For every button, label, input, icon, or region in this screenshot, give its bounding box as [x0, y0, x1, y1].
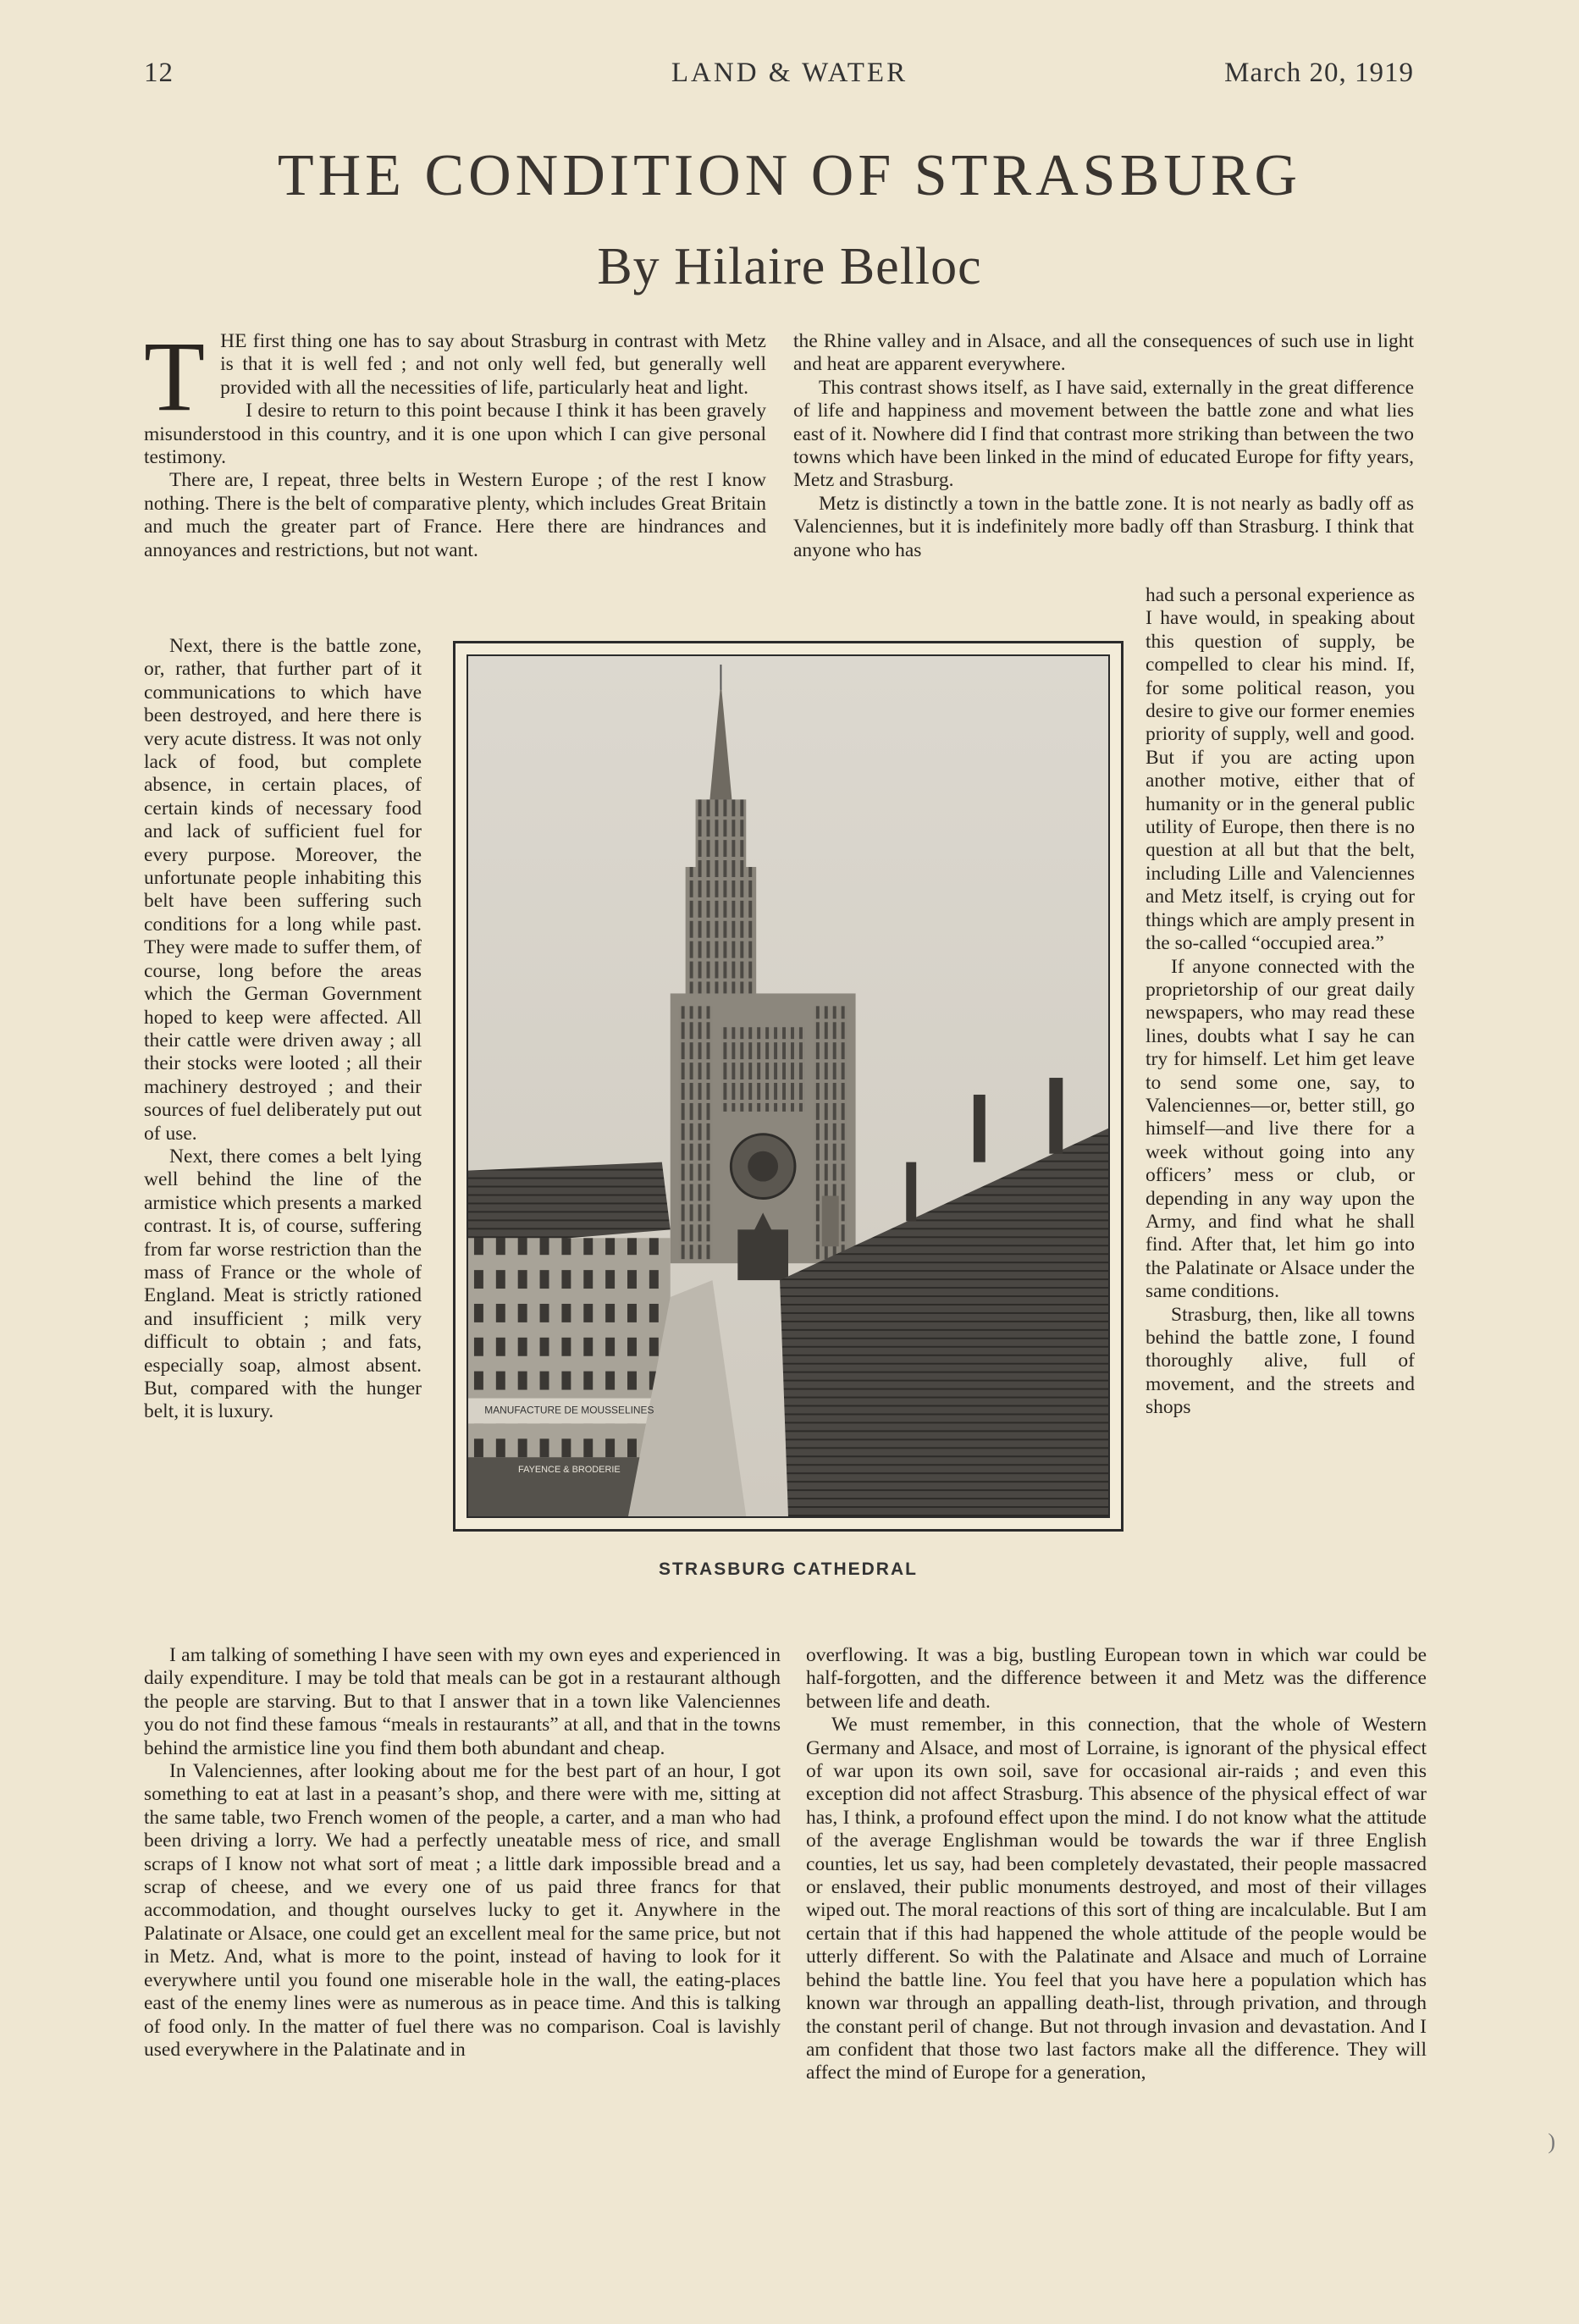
paragraph: the Rhine valley and in Alsace, and all the consequences of such use in light and heat are apparent everywhere. [793, 330, 1414, 376]
paragraph: Next, there comes a belt lying well behind the line of the armistice which presents a marked contrast. It is, of course, suffering from far worse restriction than the mass of France or the whole of England. Meat is strictly rationed and insufficient ; milk very difficult to obtain ; and fats, especially soap, almost absent. But, compared with the hunger belt, it is luxury. [144, 1145, 422, 1423]
col2-narrow-block [1146, 584, 1415, 1420]
paragraph: HE first thing one has to say about Strasburg in contrast with Metz is that it is well fed ; and not only well fed, but generally well provided with all the necessities of life, particularly heat and light. [220, 330, 766, 399]
paragraph: In Valenciennes, after looking about me for the best part of an hour, I got something to eat at last in a peasant’s shop, and there were with me, sitting at the same table, two French women of the people, a carter, and a man who had been driving a lorry. We had a perfectly uneatable mess of rice, and small scraps of I know not what sort of meat ; a little dark impossible bread and a scrap of cheese, and we every one of us paid three francs for that accommodation, and thought ourselves lucky to get it. Anywhere in the Palatinate or Alsace, one could get an excellent meal for the same price, but not in Metz. And, what is more to the point, instead of having to look for it everywhere until you found one miserable hole in the wall, the eating-places east of the enemy lines were as numerous as in peace time. And this is talking of food only. In the matter of fuel there was no comparison. Coal is lavishly used everywhere in the Palatinate and in [144, 1760, 781, 2061]
paragraph: I am talking of something I have seen with my own eyes and experienced in daily expenditure. I may be told that meals can be got in a restaurant although the people are starving. But to that I answer that in a town like Valenciennes you do not find these famous “meals in restaurants” at all, and that in the towns behind the armistice line you find them both abundant and cheap. [144, 1644, 781, 1759]
cathedral-illustration [468, 656, 1108, 1516]
cathedral-photo [467, 654, 1110, 1518]
paragraph: There are, I repeat, three belts in Western Europe ; of the rest I know nothing. There is the belt of comparative plenty, which includes Great Britain and much the greater part of France. Here there are hindrances and annoyances and restrictions, but not want. [144, 469, 766, 561]
paragraph: Metz is distinctly a town in the battle zone. It is not nearly as badly off as Valenciennes, but it is indefinitely more badly off than Strasburg. I think that anyone who has [793, 492, 1414, 561]
col2-top-block [793, 330, 1414, 562]
paragraph: Strasburg, then, like all towns behind the battle zone, I found thoroughly alive, full of movement, and the streets and shops [1146, 1303, 1415, 1419]
issue-date: March 20, 1919 [1224, 58, 1414, 88]
paragraph: had such a personal experience as I have would, in speaking about this question of supply, be compelled to clear his mind. If, for some political reason, you desire to give our former enemies priority of supply, well and good. But if you are acting upon another motive, either that of humanity or in the general public utility of Europe, then there is no question at all but that the belt, including Lille and Valenciennes and Metz itself, is crying out for things which are amply present in the so-called “occupied area.” [1146, 584, 1415, 955]
margin-mark: ) [1548, 2129, 1555, 2154]
paragraph: I desire to return to this point because I think it has been gravely misunderstood in this country, and it is one upon which I can give personal testimony. [144, 400, 766, 469]
col1-narrow-block [144, 635, 422, 1424]
paragraph: If anyone connected with the proprietorship of our great daily newspapers, who may read these lines, doubts what I say he can try for himself. Let him get leave to send some one, say, to Valenciennes—or, better still, go himself—and live there for a week without going into any officers’ mess or club, or depending in any way upon the Army, and find what he shall find. After that, let him go into the Palatinate or Alsace under the same conditions. [1146, 955, 1415, 1303]
dropcap-letter: T [144, 321, 206, 432]
col1-bottom-block [144, 1644, 781, 2062]
shop-sign-text: FAYENCE & BRODERIE [518, 1465, 621, 1476]
paragraph: overflowing. It was a big, bustling European town in which war could be half-forgotten, and the difference between it and Metz was the difference between life and death. [806, 1644, 1427, 1713]
paragraph: Next, there is the battle zone, or, rather, that further part of it communications to which have been destroyed, and here there is very acute distress. It was not only lack of food, but complete absence, in certain places, of certain kinds of necessary food and lack of sufficient fuel for every purpose. Moreover, the unfortunate people inhabiting this belt have been suffering such conditions for a long while past. They were made to suffer them, of course, long before the areas which the German Government hoped to keep were affected. All their cattle were driven away ; all their stocks were looted ; all their machinery destroyed ; and their sources of fuel deliberately put out of use. [144, 635, 422, 1145]
page-number: 12 [144, 58, 174, 88]
magazine-name: LAND & WATER [671, 58, 908, 88]
article-title: THE CONDITION OF STRASBURG [277, 143, 1302, 208]
paragraph: We must remember, in this connection, that the whole of Western Germany and Alsace, and most of Lorraine, is ignorant of the physical effect of war upon its own soil, save for occasional air-raids ; and even this exception did not affect Strasburg. This absence of the physical effect of war has, I think, a profound effect upon the mind. I do not know what the attitude of the average Englishman would be towards the war if three English counties, let us say, had been completely devastated, their people massacred or enslaved, their public monuments destroyed, and most of their villages wiped out. The moral reactions of this sort of thing are incalculable. But I am certain that if this had happened the whole attitude of the people would be utterly different. So with the Palatinate and Alsace and much of Lorraine behind the battle line. You feel that you have here a population which has known war through an appalling death-list, through privation, and through the constant peril of change. But not through invasion and devastation. And I am confident that those two last factors make all the difference. They will affect the mind of Europe for a generation, [806, 1714, 1427, 2084]
shop-sign-text: MANUFACTURE DE MOUSSELINES [484, 1404, 654, 1416]
photo-frame [453, 641, 1124, 1532]
article-byline: By Hilaire Belloc [597, 238, 982, 295]
paragraph: This contrast shows itself, as I have said, externally in the great difference of life and happiness and movement between the battle zone and what lies east of it. Nowhere did I find that contrast more striking than between the two towns which have been linked in the mind of educated Europe for fifty years, Metz and Strasburg. [793, 376, 1414, 492]
photo-caption: STRASBURG CATHEDRAL [659, 1559, 918, 1579]
col1-top-block [144, 321, 766, 562]
col2-bottom-block [806, 1644, 1427, 2085]
